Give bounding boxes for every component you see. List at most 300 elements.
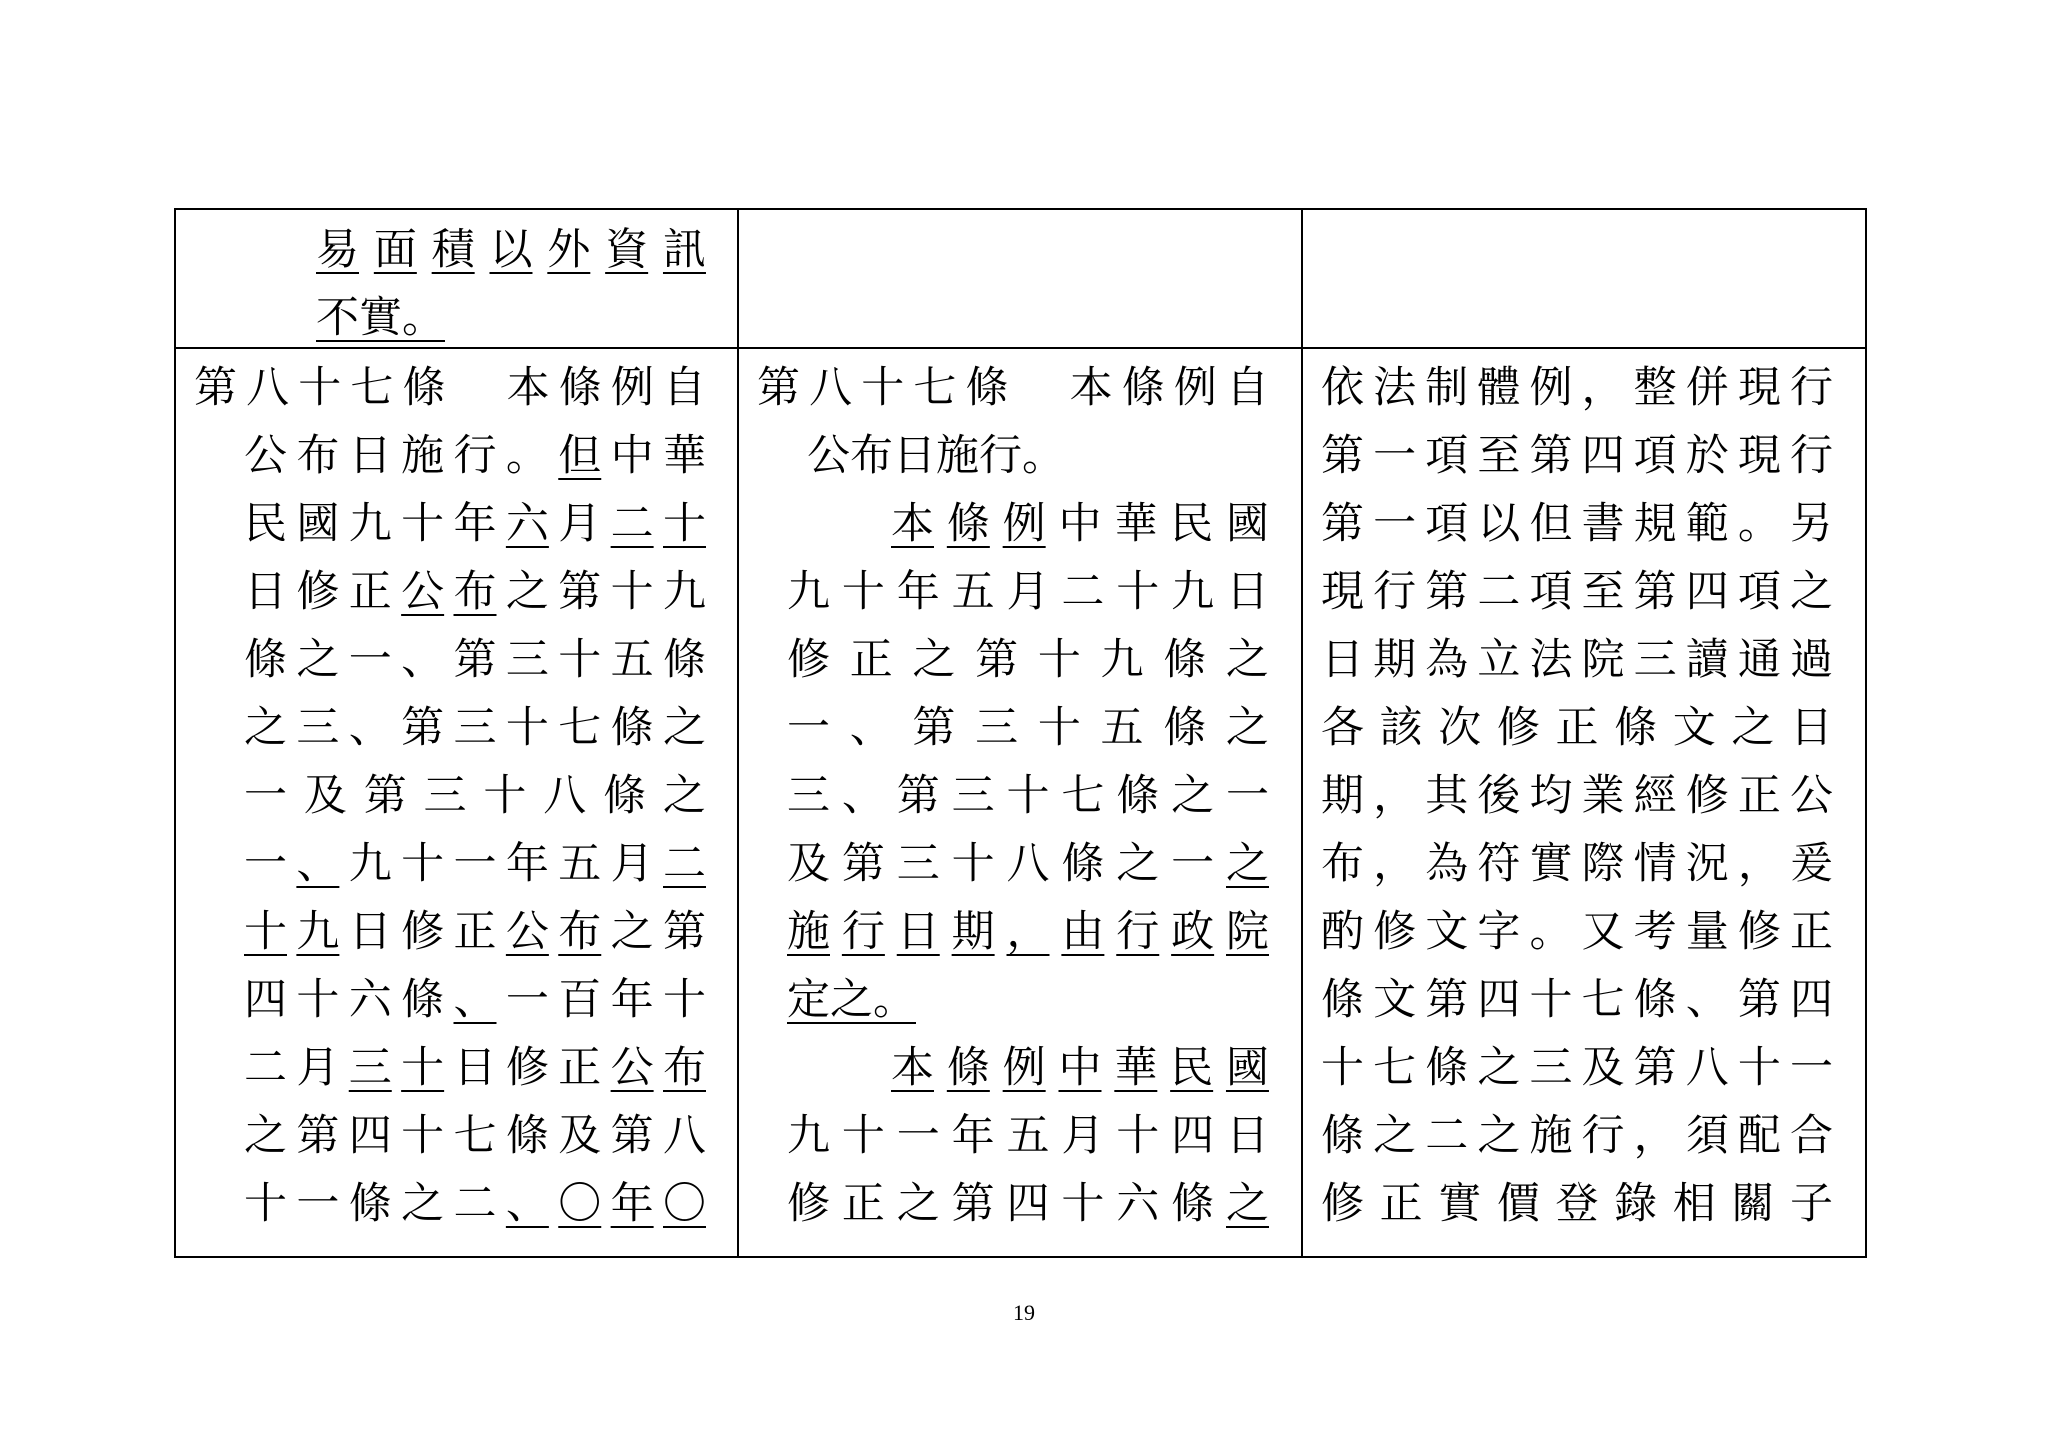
text-run: 況 [1685, 839, 1729, 889]
text-run: 十 [1037, 703, 1081, 753]
text-line [244, 1170, 706, 1238]
underlined-text: 定之。 [787, 975, 916, 1025]
text-run: 年 [896, 567, 940, 617]
text-run: 十 [483, 771, 527, 821]
text-run: 五 [951, 567, 995, 617]
text-line [787, 898, 1269, 966]
text-run: 十 [296, 975, 340, 1025]
text-run: 華 [663, 431, 706, 481]
text-run: 七 [350, 363, 394, 413]
text-run: 範 [1685, 499, 1729, 549]
text-line [757, 354, 1269, 422]
cell-current-article-87 [739, 354, 1279, 1254]
text-run: 業 [1581, 771, 1625, 821]
text-run: 修 [1685, 771, 1729, 821]
text-line [316, 284, 706, 352]
text-run: 文 [1425, 907, 1469, 957]
underlined-text: 條 [946, 499, 990, 549]
text-run: 行 [1581, 1111, 1625, 1161]
text-run: 正 [1555, 703, 1599, 753]
text-run: 之 [296, 635, 340, 685]
text-run: 酌 [1321, 907, 1364, 957]
underlined-text: 公 [401, 567, 445, 617]
text-run: 法 [1529, 635, 1573, 685]
text-run: 公 [1789, 771, 1833, 821]
text-run: 讀 [1685, 635, 1729, 685]
text-run: 第 [1425, 975, 1469, 1025]
text-run: 八 [663, 1111, 706, 1161]
underlined-text: 年 [610, 1179, 654, 1229]
underlined-text: 例 [1002, 499, 1046, 549]
text-run: 之 [1116, 839, 1160, 889]
text-run: 又 [1581, 907, 1625, 957]
text-run: 日 [348, 431, 392, 481]
text-run: 配 [1737, 1111, 1781, 1161]
text-run: 二 [1425, 1111, 1469, 1161]
text-run: 二 [1477, 567, 1521, 617]
text-run: 一 [787, 703, 830, 753]
underlined-text: 期 [951, 907, 995, 957]
text-run: ， [1373, 771, 1417, 821]
text-run: 須 [1685, 1111, 1729, 1161]
text-run: 之 [505, 567, 549, 617]
text-run: 第 [453, 635, 497, 685]
text-run: 九 [348, 499, 392, 549]
underlined-text: 日 [896, 907, 940, 957]
text-run: 依 [1321, 363, 1364, 413]
text-line [244, 1102, 706, 1170]
text-run: 五 [610, 635, 654, 685]
text-run: 之 [401, 1179, 445, 1229]
text-run: 日 [1790, 703, 1833, 753]
text-run: 十 [1116, 1111, 1160, 1161]
text-run: 一 [1373, 431, 1417, 481]
text-run: 項 [1737, 567, 1781, 617]
text-run: 經 [1633, 771, 1677, 821]
text-line [787, 966, 1269, 1034]
text-run: 八 [543, 771, 587, 821]
text-run: 條 [402, 363, 446, 413]
text-run: 項 [1633, 431, 1677, 481]
text-run: 第 [401, 703, 445, 753]
text-line [1321, 898, 1833, 966]
underlined-text: 。 [402, 293, 445, 343]
text-run: 第 [1425, 567, 1469, 617]
text-run: 十 [1737, 1043, 1781, 1093]
underlined-text: 公 [610, 1043, 654, 1093]
text-run: 之 [1477, 1111, 1521, 1161]
text-run: 四 [1477, 975, 1521, 1025]
text-line [807, 422, 1269, 490]
text-run: 實 [1529, 839, 1573, 889]
text-run: 之 [1171, 771, 1215, 821]
text-run: 正 [1379, 1179, 1423, 1229]
text-run: 公布日施行。 [807, 431, 1065, 481]
text-run: 七 [453, 1111, 497, 1161]
text-run: 書 [1581, 499, 1625, 549]
text-run: 三 [1529, 1043, 1573, 1093]
text-run: 日 [244, 567, 287, 617]
text-run: 日 [1226, 567, 1269, 617]
text-run: 實 [1438, 1179, 1482, 1229]
text-run: 一 [244, 771, 287, 821]
text-run: 一 [1171, 839, 1215, 889]
text-run: ， [1581, 363, 1625, 413]
text-run: 之 [1477, 1043, 1521, 1093]
text-run: 行 [1789, 363, 1833, 413]
underlined-text: 民 [1170, 1043, 1214, 1093]
text-run: 自 [1225, 363, 1269, 413]
underlined-text: 十 [663, 499, 706, 549]
text-run: 十 [505, 703, 549, 753]
underlined-text: 國 [1225, 1043, 1269, 1093]
text-run: 修 [1321, 1179, 1364, 1229]
text-run: 修 [1737, 907, 1781, 957]
text-line [1321, 626, 1833, 694]
text-run: 五 [1006, 1111, 1050, 1161]
text-run: 年 [610, 975, 654, 1025]
text-run: 施 [401, 431, 445, 481]
text-line [244, 1034, 706, 1102]
text-run: 量 [1685, 907, 1729, 957]
text-run: 月 [1061, 1111, 1105, 1161]
text-run: 及 [558, 1111, 602, 1161]
text-line [787, 626, 1269, 694]
text-run: 一 [896, 1111, 940, 1161]
text-run: 登 [1555, 1179, 1599, 1229]
text-line [244, 966, 706, 1034]
text-run: 之 [1731, 703, 1775, 753]
text-line [1321, 1034, 1833, 1102]
text-line [244, 558, 706, 626]
text-run: 文 [1672, 703, 1716, 753]
text-run: 十 [401, 499, 445, 549]
text-run: 年 [951, 1111, 995, 1161]
text-run: 第 [912, 703, 956, 753]
text-line [244, 422, 706, 490]
text-run: 正 [1789, 907, 1833, 957]
text-run: 九 [787, 567, 830, 617]
text-run: 二 [1061, 567, 1105, 617]
text-run: 為 [1425, 839, 1469, 889]
text-run: 條 [244, 635, 287, 685]
text-run: 十 [1321, 1043, 1364, 1093]
text-run: 四 [348, 1111, 392, 1161]
text-run: 法 [1373, 363, 1417, 413]
text-line [244, 830, 706, 898]
text-run: 相 [1672, 1179, 1716, 1229]
text-run: 三 [1633, 635, 1677, 685]
text-run: 立 [1477, 635, 1521, 685]
text-run: 第 [975, 635, 1019, 685]
text-run: 三 [296, 703, 340, 753]
text-run [455, 354, 498, 422]
text-run: 條 [1425, 1043, 1469, 1093]
text-run: 日 [348, 907, 392, 957]
text-run: 文 [1373, 975, 1417, 1025]
text-run: 三 [975, 703, 1019, 753]
text-run: 正 [849, 635, 893, 685]
underlined-text: 六 [505, 499, 549, 549]
text-line [891, 1034, 1269, 1102]
text-run: 條 [401, 975, 445, 1025]
text-run: 條 [965, 363, 1009, 413]
text-line [194, 354, 706, 422]
text-run: 六 [348, 975, 392, 1025]
text-run: 之 [1789, 567, 1833, 617]
text-run: 其 [1425, 771, 1469, 821]
underlined-text: 九 [296, 907, 340, 957]
text-run: 三 [453, 703, 497, 753]
text-run: 該 [1379, 703, 1423, 753]
table-border-top [174, 208, 1867, 210]
text-run: 九 [787, 1111, 830, 1161]
text-run: 三 [787, 771, 830, 821]
text-run: 制 [1425, 363, 1469, 413]
text-run: 第 [1529, 431, 1573, 481]
text-line [1321, 1170, 1833, 1238]
text-run: 正 [348, 567, 392, 617]
text-run: 十 [1116, 567, 1160, 617]
text-run: 九 [663, 567, 706, 617]
text-run: 第 [296, 1111, 340, 1161]
text-run: 月 [558, 499, 602, 549]
text-line [891, 490, 1269, 558]
text-run: ， [1373, 839, 1417, 889]
table-border-right [1865, 208, 1867, 1258]
text-run: 條 [1163, 703, 1207, 753]
cell-explanation-article-87 [1303, 354, 1843, 1254]
text-line [1321, 490, 1833, 558]
text-run: 之 [610, 907, 654, 957]
text-run: 八 [1006, 839, 1050, 889]
text-run: 三 [896, 839, 940, 889]
text-run: 之 [662, 771, 706, 821]
text-run: 六 [1116, 1179, 1160, 1229]
text-run: 九 [348, 839, 392, 889]
text-run: 例 [610, 363, 654, 413]
text-run: 第 [363, 771, 407, 821]
underlined-text: 施 [787, 907, 830, 957]
text-run: 第 [841, 839, 885, 889]
text-run: 第 [610, 1111, 654, 1161]
text-run: 現 [1737, 363, 1781, 413]
text-run: 規 [1633, 499, 1677, 549]
text-line [1321, 558, 1833, 626]
text-run: 情 [1633, 839, 1677, 889]
text-run: 行 [1789, 431, 1833, 481]
underlined-text: 本 [891, 1043, 934, 1093]
text-run: 八 [1685, 1043, 1729, 1093]
text-run: 九 [1100, 635, 1144, 685]
text-run: 四 [1171, 1111, 1215, 1161]
text-run: 項 [1529, 567, 1573, 617]
text-run: 一 [1373, 499, 1417, 549]
text-run: 日 [1321, 635, 1364, 685]
underlined-text: 之 [1226, 839, 1269, 889]
text-run: 修 [787, 1179, 830, 1229]
text-run: 、 [348, 703, 392, 753]
text-run: 之 [1225, 635, 1269, 685]
text-run: 七 [913, 363, 957, 413]
text-line [787, 1170, 1269, 1238]
text-run: 十 [663, 975, 706, 1025]
text-run: 公 [244, 431, 287, 481]
text-run: 民 [1170, 499, 1214, 549]
text-run: 修 [401, 907, 445, 957]
underlined-text: 以 [489, 225, 533, 275]
text-run: 三 [423, 771, 467, 821]
text-run: 十 [401, 1111, 445, 1161]
text-run: 日 [1226, 1111, 1269, 1161]
text-run: 之 [896, 1179, 940, 1229]
text-run: ， [1633, 1111, 1677, 1161]
text-run: 條 [1171, 1179, 1215, 1229]
underlined-text: 、 [296, 839, 340, 889]
text-run: 各 [1321, 703, 1364, 753]
text-run: 八 [246, 363, 290, 413]
text-run: 九 [1171, 567, 1215, 617]
text-line [787, 558, 1269, 626]
text-run: 四 [1685, 567, 1729, 617]
text-run: 及 [787, 839, 830, 889]
text-run: 正 [453, 907, 497, 957]
text-run: 三 [505, 635, 549, 685]
text-run: 正 [558, 1043, 602, 1093]
text-run: 期 [1321, 771, 1364, 821]
text-run: 第 [1633, 1043, 1677, 1093]
text-run: 十 [1037, 635, 1081, 685]
text-run: 第 [1321, 431, 1364, 481]
text-run: 十 [1061, 1179, 1105, 1229]
underlined-text: 本 [891, 499, 934, 549]
underlined-text: 〇 [558, 1179, 602, 1229]
text-run: 、 [401, 635, 445, 685]
text-run: 條 [1116, 771, 1160, 821]
text-run: 七 [1373, 1043, 1417, 1093]
text-run: 四 [1006, 1179, 1050, 1229]
text-run: 正 [1737, 771, 1781, 821]
text-run: 一 [453, 839, 497, 889]
underlined-text: 二 [663, 839, 706, 889]
text-run: 本 [1069, 363, 1113, 413]
text-run: 五 [1100, 703, 1144, 753]
text-run: 例 [1173, 363, 1217, 413]
text-run: 月 [610, 839, 654, 889]
text-run: 條 [558, 363, 602, 413]
text-run: 十 [841, 1111, 885, 1161]
text-run: 錄 [1614, 1179, 1658, 1229]
underlined-text: 例 [1002, 1043, 1046, 1093]
text-run: 行 [1373, 567, 1417, 617]
text-line [1321, 762, 1833, 830]
text-run: 、 [841, 771, 885, 821]
underlined-text: 積 [431, 225, 475, 275]
underlined-text: 、 [505, 1179, 549, 1229]
text-run: 日 [453, 1043, 497, 1093]
text-run: 子 [1790, 1179, 1833, 1229]
text-run: 十 [298, 363, 342, 413]
text-run: 院 [1581, 635, 1625, 685]
text-run: 之 [1225, 703, 1269, 753]
underlined-text: 布 [453, 567, 497, 617]
text-run: 本 [506, 363, 550, 413]
text-run: 修 [1373, 907, 1417, 957]
text-run: 第 [1737, 975, 1781, 1025]
cell-current-text-continued [739, 216, 1279, 346]
text-run: 月 [1006, 567, 1050, 617]
text-run: 十 [861, 363, 905, 413]
text-run: 月 [296, 1043, 340, 1093]
cell-amended-text-continued [176, 216, 716, 346]
text-run: 修 [505, 1043, 549, 1093]
text-run: 布 [1321, 839, 1364, 889]
text-run: 之 [912, 635, 956, 685]
text-run: 自 [662, 363, 706, 413]
text-run: 第 [951, 1179, 995, 1229]
text-run: 及 [303, 771, 347, 821]
text-run: 條 [1121, 363, 1165, 413]
text-run: 條 [663, 635, 706, 685]
text-line [244, 626, 706, 694]
text-run: 但 [1529, 499, 1573, 549]
text-run: 年 [505, 839, 549, 889]
text-run: 後 [1477, 771, 1521, 821]
text-run: 十 [951, 839, 995, 889]
text-run: 一 [244, 839, 287, 889]
text-run: 。 [1529, 907, 1573, 957]
text-run: 七 [1581, 975, 1625, 1025]
text-run: 十 [244, 1179, 287, 1229]
text-run: 。 [505, 431, 549, 481]
underlined-text: 之 [1226, 1179, 1269, 1229]
text-run: 第 [1633, 567, 1677, 617]
underlined-text: 資 [605, 225, 649, 275]
text-run: 條 [505, 1111, 549, 1161]
text-run: 期 [1373, 635, 1417, 685]
text-run: 第 [1321, 499, 1364, 549]
text-run: 現 [1737, 431, 1781, 481]
cell-amended-article-87 [176, 354, 716, 1254]
text-run: 四 [1581, 431, 1625, 481]
text-line [1321, 1102, 1833, 1170]
text-run: 年 [453, 499, 497, 549]
text-run: 十 [401, 839, 445, 889]
table-border-bottom [174, 1256, 1867, 1258]
text-run: 條 [1614, 703, 1658, 753]
underlined-text: 布 [663, 1043, 706, 1093]
text-run: 符 [1477, 839, 1521, 889]
text-run: 七 [558, 703, 602, 753]
text-run: 第 [757, 363, 800, 413]
text-run: 條 [610, 703, 654, 753]
text-run: 條 [1321, 1111, 1364, 1161]
text-line [787, 830, 1269, 898]
text-run: 行 [453, 431, 497, 481]
text-run: 條 [348, 1179, 392, 1229]
comparison-table [174, 208, 1867, 1258]
underlined-text: 公 [505, 907, 549, 957]
text-run: 項 [1425, 499, 1469, 549]
text-run: 。 [1737, 499, 1781, 549]
text-run: 布 [296, 431, 340, 481]
text-line [1321, 694, 1833, 762]
text-run: 三 [951, 771, 995, 821]
text-run: 第 [194, 363, 237, 413]
text-run: 以 [1477, 499, 1521, 549]
text-run: 國 [296, 499, 340, 549]
underlined-text: 易 [316, 225, 359, 275]
